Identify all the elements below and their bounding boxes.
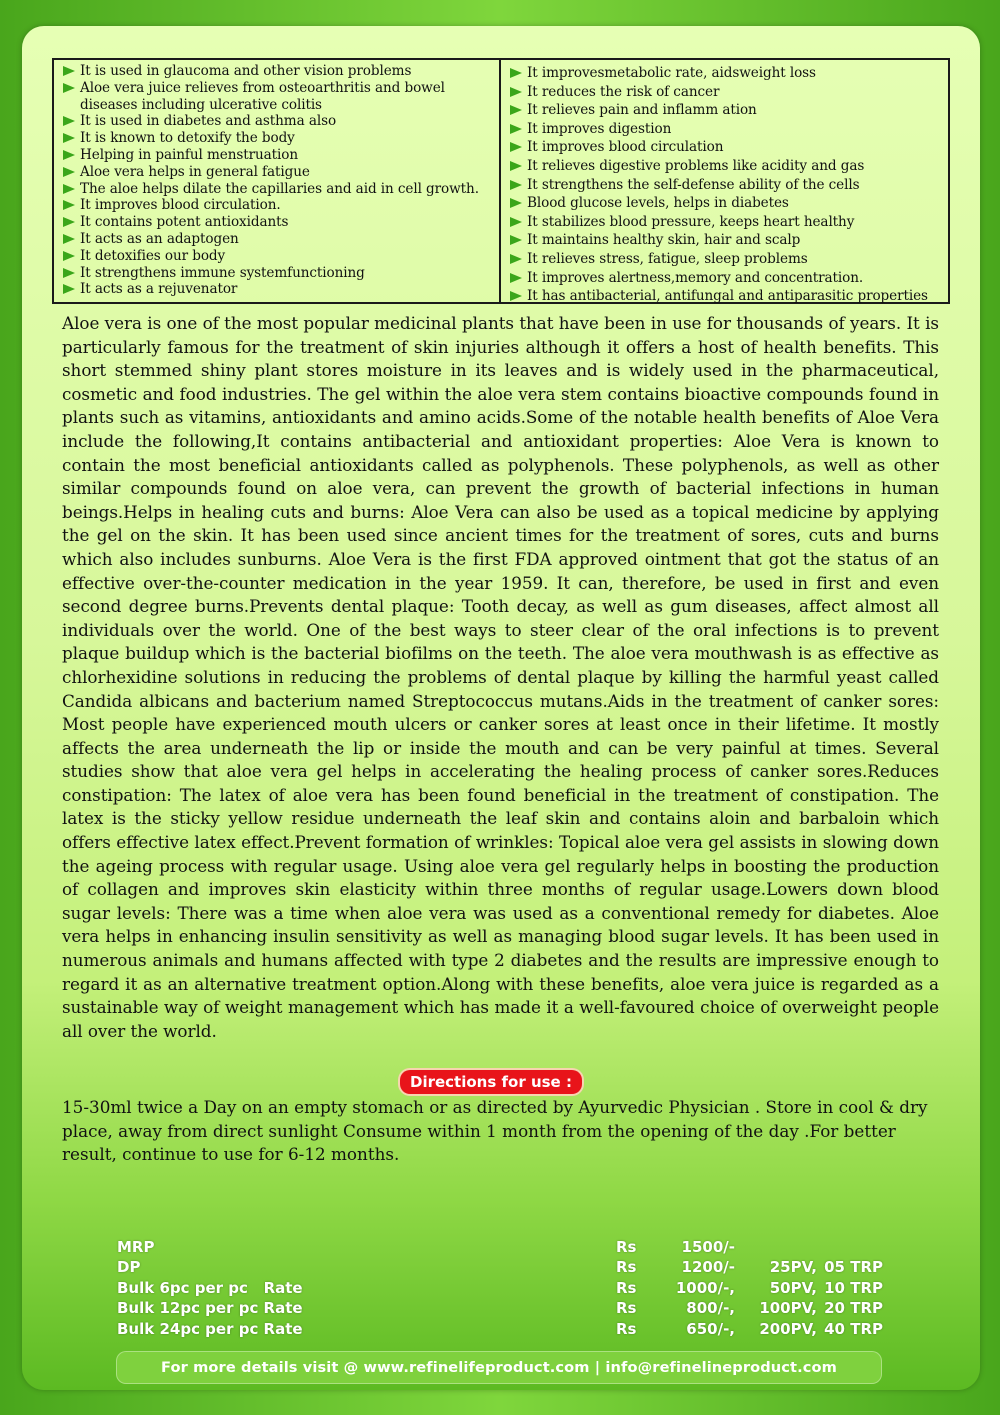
arrow-bullet-icon [63,268,75,278]
benefit-item [62,113,493,130]
benefit-item [509,194,942,213]
directions-text: 15-30ml twice a Day on an empty stomach or as directed by Ayurvedic Physician . Store in cool & dry place, away from direct sunlight Consume within 1 month from the opening of the day .For better result, continue to use for 6-12 months. [62,1097,928,1165]
benefit-text: The aloe helps dilate the capillaries and aid in cell growth. [80,180,479,197]
benefit-item [509,269,942,288]
price-row [117,1279,897,1299]
benefit-text: It maintains healthy skin, hair and scalp [527,232,801,249]
benefit-item [62,63,493,80]
price-currency: Rs [616,1319,637,1338]
benefit-item [509,250,942,269]
price-row [117,1320,897,1340]
arrow-bullet-icon [63,116,75,126]
directions-heading: Directions for use : [400,1070,582,1094]
description-paragraph: Aloe vera is one of the most popular medicinal plants that have been in use for thousands of years. It is particularly famous for the treatment of skin injuries although it offers a host of health benefits. This short stemmed shiny plant stores moisture in its leaves and is widely used in the pharmaceutical, cosmetic and food industries. The gel within the aloe vera stem contains bioactive compounds found in plants such as vitamins, antioxidants and amino acids.Some of the notable health benefits of Aloe Vera include the following,It contains antibacterial and antioxidant properties: Aloe Vera is known to contain the most beneficial antioxidants called as polyphenols. These polyphenols, as well as other similar compounds found on aloe vera, can prevent the growth of bacterial infections in human beings.Helps in healing cuts and burns: Aloe Vera can also be used as a topical medicine by applying the gel on the skin. It has been used since ancient times for the treatment of sores, cuts and burns which also includes sunburns. Aloe Vera is the first FDA approved ointment that got the status of an effective over-the-counter medication in the year 1959. It can, therefore, be used in first and even second degree burns.Prevents dental plaque: Tooth decay, as well as gum diseases, affect almost all individuals over the world. One of the best ways to steer clear of the oral infections is to prevent plaque buildup which is the bacterial biofilms on the teeth. The aloe vera mouthwash is as effective as chlorhexidine solutions in reducing the problems of dental plaque by killing the harmful yeast called Candida albicans and bacterium named Streptococcus mutans.Aids in the treatment of canker sores: Most people have experienced mouth ulcers or canker sores at least once in their lifetime. It mostly affects the area underneath the lip or inside the mouth and can be very painful at times. Several studies show that aloe vera gel helps in accelerating the healing process of canker sores.Reduces constipation: The latex of aloe vera has been found beneficial in the treatment of constipation. The latex is the sticky yellow residue underneath the leaf skin and contains aloin and barbaloin which offers effective latex effect.Prevent formation of wrinkles: Topical aloe vera gel assists in slowing down the ageing process with regular usage. Using aloe vera gel regularly helps in boosting the production of collagen and improves skin elasticity within three months of regular usage.Lowers down blood sugar levels: There was a time when aloe vera was used as a conventional remedy for diabetes. Aloe vera helps in enhancing insulin sensitivity as well as managing blood sugar levels. It has been used in numerous animals and humans affected with type 2 diabetes and the results are impressive enough to regard it as an alternative treatment option.Along with these benefits, aloe vera juice is regarded as a sustainable way of weight management which has made it a well-favoured choice of overweight people all over the world. [62,313,939,1041]
benefit-item [509,120,942,139]
benefit-item [62,164,493,181]
benefit-item [509,176,942,195]
benefit-text: It is used in diabetes and asthma also [80,113,337,130]
price-pv: 25PV, [769,1258,817,1277]
arrow-bullet-icon [510,68,522,78]
footer-contact: For more details visit @ www.refinelifeproduct.com | info@refinelineproduct.com [116,1351,882,1384]
benefit-text: Aloe vera helps in general fatigue [80,163,310,180]
arrow-bullet-icon [510,254,522,264]
benefit-text: It strengthens immune systemfunctioning [80,264,365,281]
arrow-bullet-icon [510,105,522,115]
price-amount: 650/-, [686,1319,735,1338]
benefit-text: It acts as an adaptogen [80,230,239,247]
arrow-bullet-icon [63,167,75,177]
benefits-list-left [62,63,493,298]
arrow-bullet-icon [510,161,522,171]
arrow-bullet-icon [63,184,75,194]
benefit-text: It relieves stress, fatigue, sleep problems [527,250,808,267]
arrow-bullet-icon [63,150,75,160]
benefit-text: It improves blood circulation. [80,197,281,214]
price-row [117,1299,897,1319]
benefit-item [509,213,942,232]
benefits-list-right [509,64,942,306]
benefit-item [62,130,493,147]
benefit-item [509,83,942,102]
benefit-text: It has antibacterial, antifungal and antiparasitic properties [527,288,928,305]
price-trp: 20 TRP [824,1299,883,1318]
benefit-text: It is known to detoxify the body [80,130,295,147]
price-currency: Rs [616,1238,637,1256]
arrow-bullet-icon [63,217,75,227]
benefit-item [62,214,493,231]
arrow-bullet-icon [63,284,75,294]
price-row [117,1258,897,1278]
benefit-text: It strengthens the self-defense ability of the cells [527,176,860,193]
benefit-item [62,197,493,214]
benefit-text: It acts as a rejuvenator [80,281,238,298]
price-label: DP [117,1258,141,1277]
benefit-item [62,147,493,164]
arrow-bullet-icon [510,198,522,208]
arrow-bullet-icon [63,234,75,244]
benefit-item [62,80,493,114]
benefit-text: It is used in glaucoma and other vision problems [80,63,412,79]
benefit-item [62,281,493,298]
benefit-item [62,181,493,198]
benefit-item [509,287,942,306]
benefit-text: It contains potent antioxidants [80,214,289,231]
benefit-text: It relieves digestive problems like acidity and gas [527,157,865,174]
benefit-item [509,138,942,157]
price-currency: Rs [616,1258,637,1277]
price-currency: Rs [616,1278,637,1297]
benefit-text: Helping in painful menstruation [80,146,298,163]
price-pv: 50PV, [769,1278,817,1297]
benefits-table [52,58,950,304]
price-label: MRP [117,1238,155,1256]
arrow-bullet-icon [63,133,75,143]
arrow-bullet-icon [510,180,522,190]
benefits-column-right [501,60,948,305]
price-amount: 800/-, [686,1299,735,1318]
arrow-bullet-icon [63,83,75,93]
benefit-text: It reduces the risk of cancer [527,83,720,100]
pricing-table [117,1238,897,1340]
benefit-text: Aloe vera juice relieves from osteoarthritis and bowel diseases including ulcerative colitis [80,79,445,113]
benefit-text: It relieves pain and inflamm ation [527,102,757,119]
price-pv: 100PV, [759,1299,817,1318]
arrow-bullet-icon [63,251,75,261]
arrow-bullet-icon [510,87,522,97]
price-currency: Rs [616,1299,637,1318]
benefit-item [509,64,942,83]
price-row [117,1238,897,1258]
price-trp: 05 TRP [824,1258,883,1277]
price-label: Bulk 12pc per pc Rate [117,1299,303,1318]
arrow-bullet-icon [510,235,522,245]
benefit-item [62,231,493,248]
benefit-text: It detoxifies our body [80,247,226,264]
benefit-item [509,157,942,176]
benefit-text: It improves digestion [527,120,672,137]
arrow-bullet-icon [63,200,75,210]
benefit-text: It improvesmetabolic rate, aidsweight loss [527,65,816,81]
price-amount: 1500/- [681,1238,735,1256]
benefits-column-left [54,60,501,302]
benefit-text: It improves blood circulation [527,139,724,156]
price-trp: 40 TRP [824,1319,883,1338]
price-pv: 200PV, [759,1319,817,1338]
arrow-bullet-icon [510,124,522,134]
benefit-text: Blood glucose levels, helps in diabetes [527,195,789,212]
price-label: Bulk 24pc per pc Rate [117,1319,303,1338]
arrow-bullet-icon [510,142,522,152]
benefit-item [509,101,942,120]
benefit-item [62,265,493,282]
arrow-bullet-icon [63,66,75,76]
arrow-bullet-icon [510,217,522,227]
price-amount: 1000/-, [675,1278,735,1297]
benefit-text: It stabilizes blood pressure, keeps heart healthy [527,213,855,230]
price-amount: 1200/- [681,1258,735,1277]
price-trp: 10 TRP [824,1278,883,1297]
benefit-item [62,248,493,265]
benefit-item [509,231,942,250]
arrow-bullet-icon [510,291,522,301]
arrow-bullet-icon [510,273,522,283]
price-label: Bulk 6pc per pc Rate [117,1278,303,1297]
benefit-text: It improves alertness,memory and concentration. [527,269,864,286]
